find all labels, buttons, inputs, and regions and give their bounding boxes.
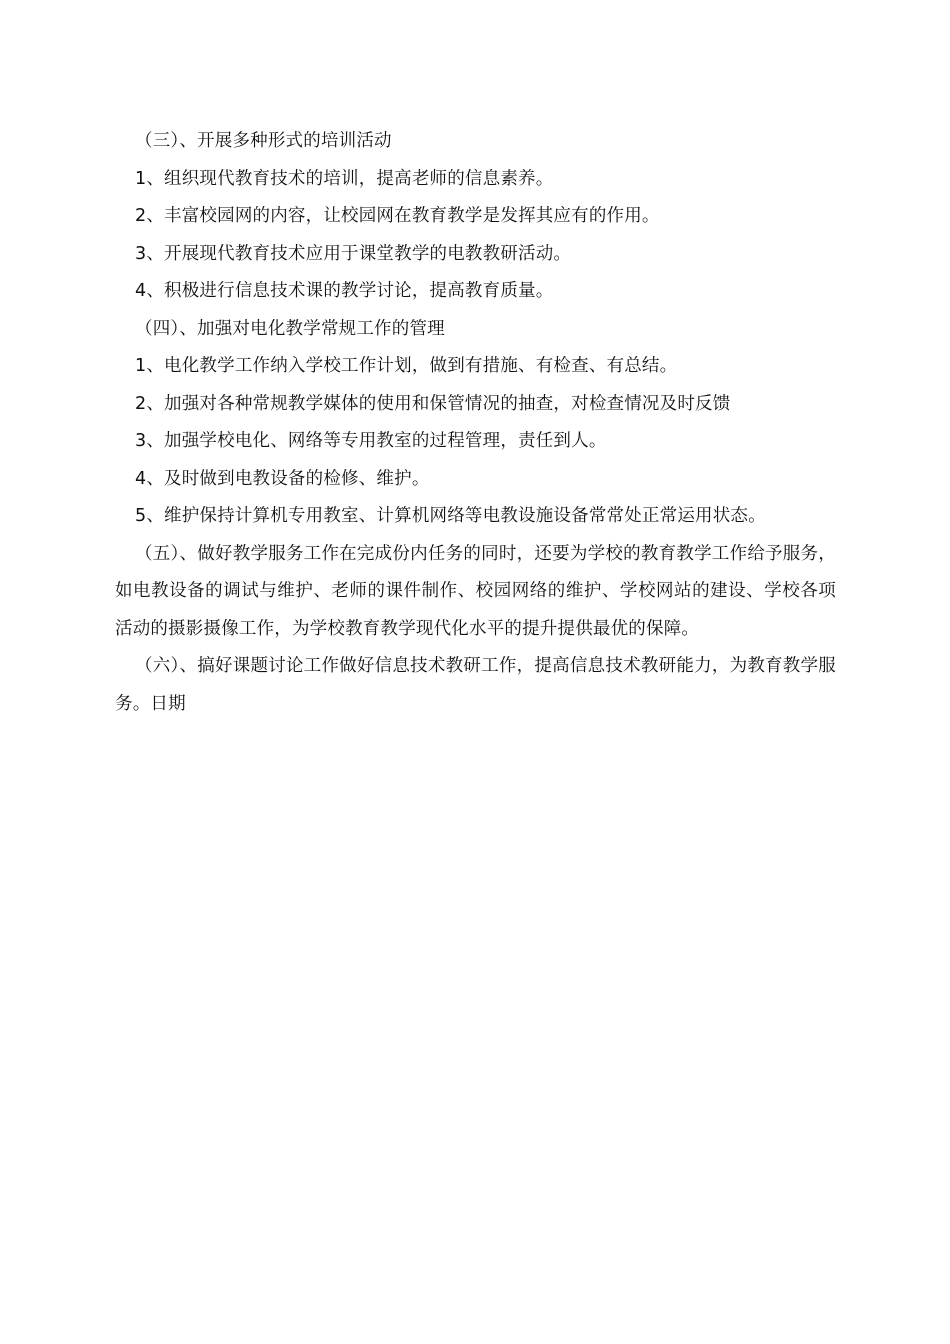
list-item: 4、积极进行信息技术课的教学讨论，提高教育质量。 (135, 281, 554, 301)
list-item: 2、丰富校园网的内容，让校园网在教育教学是发挥其应有的作用。 (135, 206, 660, 226)
list-item: 3、加强学校电化、网络等专用教室的过程管理，责任到人。 (135, 431, 607, 451)
section-heading-4: （四）、加强对电化教学常规工作的管理 (135, 318, 445, 339)
section-heading-3: （三）、开展多种形式的培训活动 (135, 131, 392, 151)
list-item: 3、开展现代教育技术应用于课堂教学的电教教研活动。 (135, 243, 572, 264)
list-item: 5、维护保持计算机专用教室、计算机网络等电教设施设备常常处正常运用状态。 (135, 506, 766, 526)
list-item: 4、及时做到电教设备的检修、维护。 (135, 468, 430, 489)
document-body (115, 123, 840, 723)
list-item: 2、加强对各种常规教学媒体的使用和保管情况的抽查，对检查情况及时反馈 (135, 393, 731, 414)
list-item: 1、组织现代教育技术的培训，提高老师的信息素养。 (135, 168, 554, 189)
section-paragraph-6: （六）、搞好课题讨论工作做好信息技术教研工作，提高信息技术教研能力，为教育教学服务。日期 (115, 656, 836, 714)
list-item: 1、电化教学工作纳入学校工作计划，做到有措施、有检查、有总结。 (135, 356, 678, 376)
section-paragraph-5: （五）、做好教学服务工作在完成份内任务的同时，还要为学校的教育教学工作给予服务，如电教设备的调试与维护、老师的课件制作、校园网络的维护、学校网站的建设、学校各项活动的摄影摄像工作，为学校教育教学现代化水平的提升提供最优的保障。 (115, 543, 836, 639)
